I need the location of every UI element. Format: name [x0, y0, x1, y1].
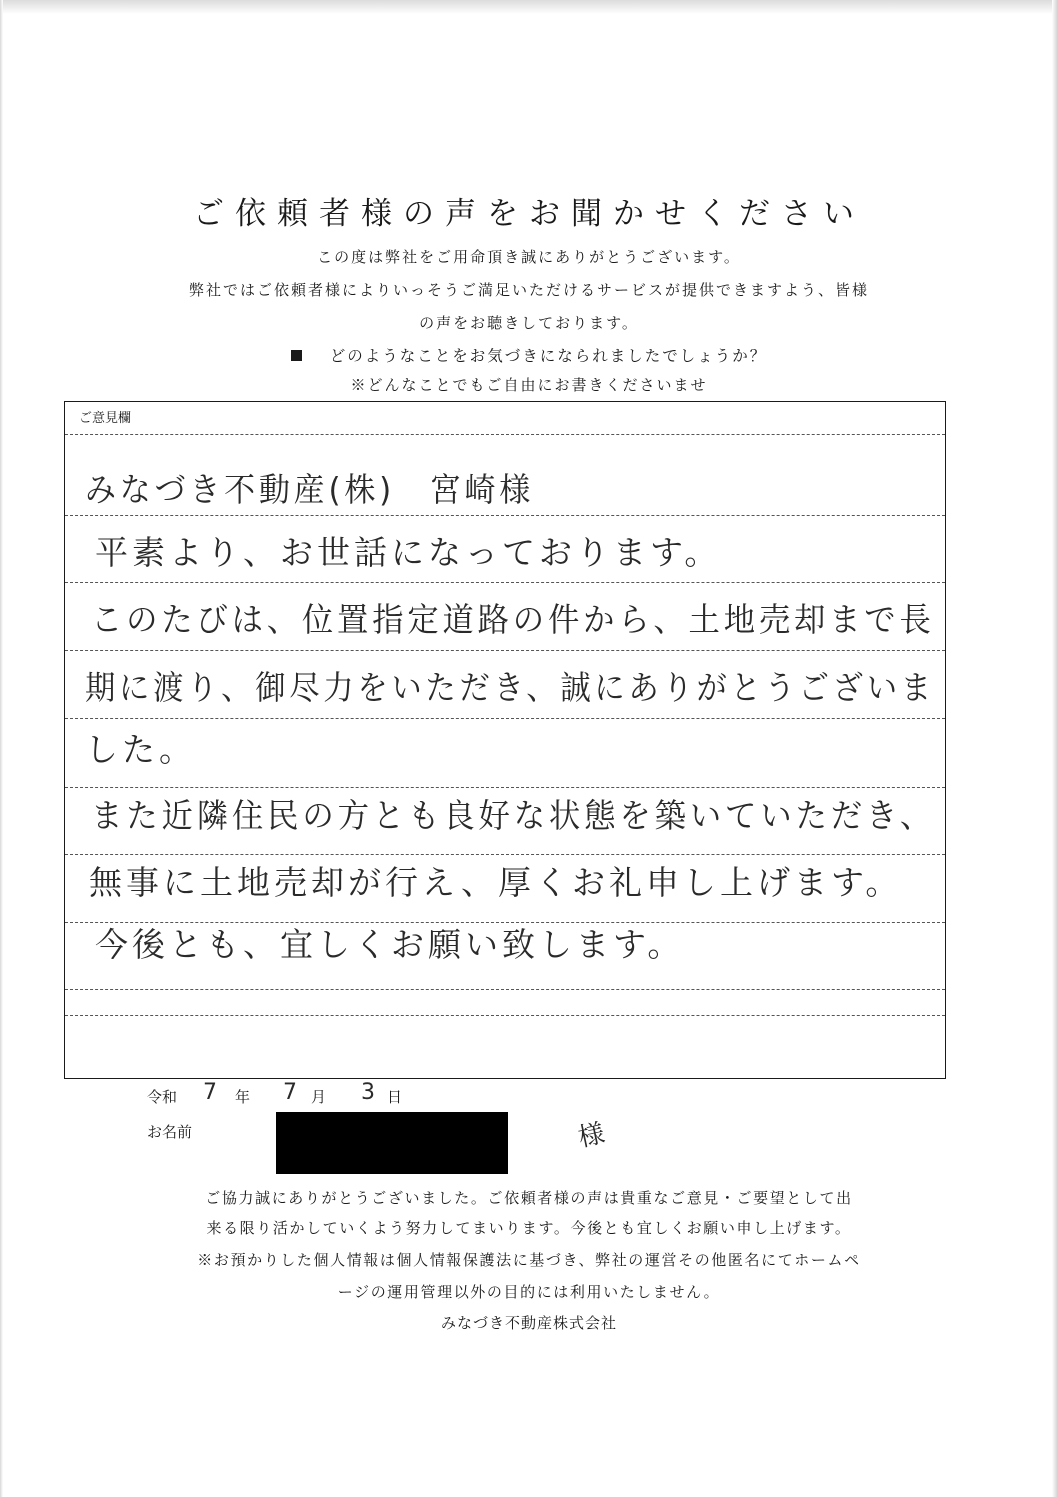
name-label: お名前	[147, 1123, 193, 1141]
intro-line-1: この度は弊社をご用命頂き誠にありがとうございます。	[317, 248, 741, 266]
handwritten-line: 無事に土地売却が行え、厚くお礼申し上げます。	[89, 863, 903, 902]
date-year-value: 7	[203, 1080, 217, 1105]
date-year-unit: 年	[235, 1088, 251, 1106]
intro-line-3: の声をお聴きしております。	[419, 314, 639, 332]
footer-line-3: ※お預かりした個人情報は個人情報保護法に基づき、弊社の運営その他匿名にてホームペ	[197, 1251, 861, 1269]
question-line	[0, 344, 1058, 366]
footer-line-2: 来る限り活かしていくよう努力してまいります。今後とも宜しくお願い申し上げます。	[206, 1219, 852, 1237]
date-day-unit: 日	[387, 1088, 403, 1106]
form-title: ご依頼者様の声をお聞かせください	[193, 196, 865, 232]
handwritten-line: また近隣住民の方とも良好な状態を築いていただき、	[91, 796, 936, 835]
ruled-line	[65, 989, 945, 990]
date-month-unit: 月	[311, 1088, 327, 1106]
footer-line-4: ージの運用管理以外の目的には利用いたしません。	[337, 1283, 721, 1301]
date-era: 令和	[147, 1088, 178, 1106]
handwritten-line: このたびは、位置指定道路の件から、土地売却まで長	[91, 600, 935, 639]
ruled-line	[65, 434, 945, 435]
ruled-line	[65, 515, 945, 516]
name-redaction	[276, 1112, 508, 1174]
instruction-line: ※どんなことでもご自由にお書きくださいませ	[350, 376, 708, 394]
name-honorific: 様	[575, 1118, 608, 1154]
date-month-value: 7	[283, 1080, 297, 1105]
ruled-line	[65, 650, 945, 651]
company-name: みなづき不動産株式会社	[440, 1314, 617, 1332]
footer-line-1: ご協力誠にありがとうございました。ご依頼者様の声は貴重なご意見・ご要望として出	[205, 1189, 853, 1207]
handwritten-line: 今後とも、宜しくお願い致します。	[95, 925, 685, 964]
date-day-value: 3	[361, 1080, 375, 1105]
handwritten-line: みなづき不動産(株) 宮崎様	[85, 470, 535, 509]
opinion-label: ご意見欄	[79, 410, 132, 425]
ruled-line	[65, 718, 945, 719]
question-text: どのようなことをお気づきになられましたでしょうか？	[329, 347, 768, 365]
intro-line-2: 弊社ではご依頼者様によりいっそうご満足いただけるサービスが提供できますよう、皆様	[188, 281, 869, 299]
opinion-box	[64, 401, 946, 1079]
scan-edge-top	[0, 0, 1058, 14]
handwritten-line: 期に渡り、御尽力をいただき、誠にありがとうございま	[85, 668, 935, 707]
handwritten-line: 平素より、お世話になっております。	[95, 533, 722, 572]
square-bullet-icon	[291, 350, 302, 361]
ruled-line	[65, 787, 945, 788]
ruled-line	[65, 1015, 945, 1016]
ruled-line	[65, 582, 945, 583]
ruled-line	[65, 854, 945, 855]
handwritten-line: した。	[85, 730, 196, 769]
